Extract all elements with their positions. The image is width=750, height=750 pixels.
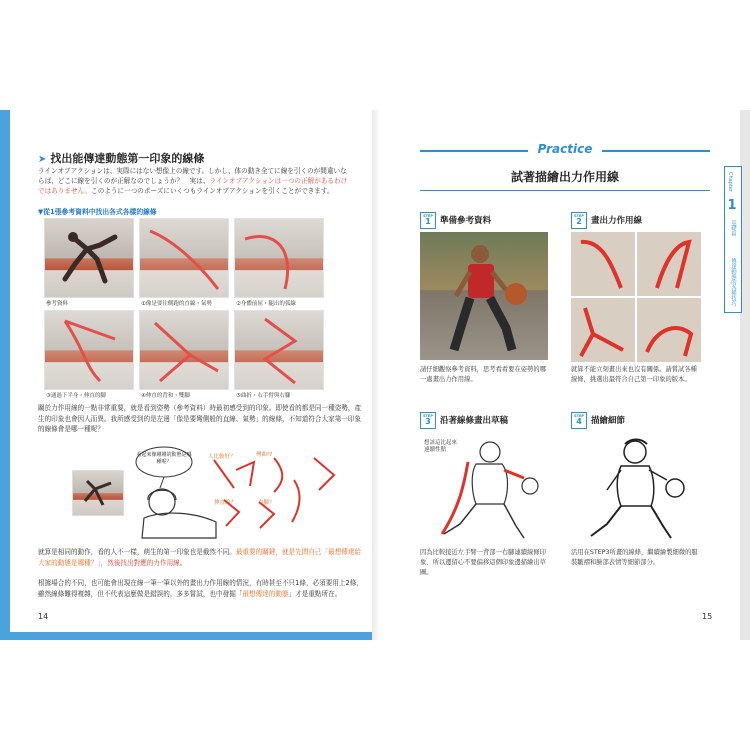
- hand-note-2: 彎曲!?: [256, 452, 273, 458]
- chapter-number: 1: [727, 198, 737, 213]
- step-2-variant-3: [571, 298, 635, 362]
- hand-note-4: 直腳？: [258, 500, 275, 506]
- step-4-text: 活用在STEP3所畫的線條，繼續繪製細微的服裝皺褶和臉部表情等細節部分。: [571, 549, 698, 566]
- step-3-badge: [420, 412, 436, 429]
- section-heading-text: 找出能傳達動態第一印象的線條: [50, 152, 205, 165]
- step-2-number: 2: [576, 217, 582, 226]
- step-4-title: 描繪細節: [591, 416, 626, 426]
- caption-reference: 參考資料: [46, 301, 69, 307]
- japanese-intro: [38, 166, 364, 196]
- para-3-text: 根據場合的不同，也可能會出現在線一筆一筆以外的畫出力作用線的情況，有時甚至不只1條，必須要用上2條，雖然線條難得複雜，但不代表這麼做是錯誤的，多多嘗試，也中發掘「: [38, 579, 363, 598]
- para-2-text: 就算是相同的動作，看的人不一樣，萌生的第一印象也是截然不同。: [38, 548, 236, 556]
- action-line-2-icon: [235, 219, 323, 297]
- action-line-a-icon: [571, 232, 635, 296]
- para-3-end: 」才是重點所在。: [288, 589, 342, 598]
- runner-figure-icon: [45, 219, 133, 297]
- step-word: STEP: [574, 414, 584, 418]
- hand-note-1: 人比較好？: [208, 454, 236, 460]
- step-4-badge: [571, 412, 587, 429]
- step-2-text: 就算不能立刻畫出來也沒有關係。請嘗試各種線條，挑選出最符合自己第一印象的版本。: [571, 366, 697, 383]
- hand-note-3: 伸直的？: [214, 500, 237, 506]
- step-2-variant-4: [637, 298, 701, 362]
- step-3-text: 因為比較接近左手臂一背部一右腳連續線條印象，所以邊留心不要偏移這個印象邊描繪出草圖。: [420, 549, 546, 576]
- caption-1: ①像是要往側跑的直線・氣勢: [141, 301, 212, 307]
- caption-2: ②身體前屈・腿出的弧線: [236, 301, 296, 307]
- step-2-variant-2: [637, 232, 701, 296]
- chapter-label: Chapter: [727, 172, 733, 192]
- step-1-badge: [420, 212, 436, 229]
- step-1-title: 準備參考資料: [440, 216, 492, 226]
- step-2-title: 畫出力作用線: [591, 216, 643, 226]
- left-page-edge-band: [0, 110, 10, 640]
- chapter-name: 基礎篇: [730, 220, 736, 237]
- thought-bubble-text: 看起來像剛剛的動態是哪種呢？: [136, 452, 192, 465]
- left-page-bottom-band: [0, 632, 376, 640]
- action-line-d-icon: [637, 298, 701, 362]
- step-1-photo: [420, 232, 548, 360]
- practice-title: 試著描繪出力作用線: [510, 170, 619, 184]
- caption-3: ③通過下半身・伸直的腳: [46, 393, 106, 399]
- variant-photo-1: [139, 218, 229, 298]
- page-number-left: 14: [38, 612, 49, 621]
- section-heading: [38, 150, 204, 166]
- action-line-c-icon: [571, 298, 635, 362]
- step-1-number: 1: [425, 217, 431, 226]
- step-2-variant-1: [571, 232, 635, 296]
- book-gutter: [372, 110, 380, 640]
- para-3-highlight: 最想傳達的動態: [242, 589, 289, 598]
- reference-photo-small: [72, 470, 124, 516]
- step-4-header: [571, 412, 625, 429]
- step-3-number: 3: [425, 417, 431, 426]
- jp-line-1: ラインオブアクションは、実際にはない想像上の線です。しかし、体の動き全てに線を引くのが間違いな: [38, 167, 347, 175]
- step-word: STEP: [574, 214, 584, 218]
- step-word: STEP: [423, 214, 433, 218]
- basketball-player-icon: [420, 232, 548, 360]
- reference-photo-runner: [44, 218, 134, 298]
- variant-photo-3: [44, 310, 134, 390]
- step-1-header: [420, 212, 491, 229]
- step-2-header: [571, 212, 642, 229]
- practice-rule-bottom: [420, 190, 710, 191]
- practice-label: Practice: [528, 142, 602, 158]
- caption-5: ⑤曲折・右手臂與右腳: [236, 393, 291, 399]
- figure-subheading: ▼從1張參考資料中找出各式各樣的線條: [38, 208, 157, 216]
- variant-photo-2: [234, 218, 324, 298]
- action-line-1-icon: [140, 219, 228, 297]
- action-line-4-icon: [140, 311, 228, 389]
- paragraph-multiple-lines: [38, 578, 364, 599]
- variant-photo-5: [234, 310, 324, 390]
- paragraph-key-point: [38, 547, 364, 568]
- variant-photo-4: [139, 310, 229, 390]
- caption-4: ④伸直的背和・雙腳: [141, 393, 190, 399]
- step-3-title: 沿著線條畫出草稿: [440, 416, 509, 426]
- action-line-5-icon: [235, 311, 323, 389]
- chapter-subtitle: 傳達動態的各種技巧: [730, 258, 736, 307]
- step-4-number: 4: [576, 417, 582, 426]
- para-2-highlight: 最重要的關鍵，就是先問自己「最想傳達給大家的動態是哪種？」: [38, 548, 362, 567]
- jp-line-2a: らば、どこに線を引くのが正解なのでしょうか？ 実は、: [38, 177, 210, 185]
- step-2-badge: [571, 212, 587, 229]
- step-word: STEP: [423, 414, 433, 418]
- step-1-text: 請仔細觀察參考資料，思考看看要在姿勢的哪一處畫出力作用線。: [420, 366, 546, 383]
- step-4-detailed-drawing: [571, 434, 701, 544]
- jp-line-3b: このように一つのポーズにいくつもラインオブアクションを引くことができます。: [91, 187, 334, 195]
- action-line-3-icon: [45, 311, 133, 389]
- para-2-highlight-2: ，然後找出對應的力作用線: [100, 558, 180, 567]
- runner-small-icon: [73, 471, 123, 515]
- page-number-right: 15: [702, 612, 713, 621]
- paragraph-first-impression: 關於力作用線的一點非常重要，就是看到姿勢（參考資料）時最初感受到的印象。即使看的都是同一種姿勢，產生的印象也會因人而異。我所感受到的是左邊「像是要彎側般的直線、氣勢」的線條，不知道符合大家第一印象的線條會是哪一種呢？: [38, 404, 362, 433]
- sketch-handwritten-note: 想該這比起來連續性點: [424, 440, 458, 453]
- action-line-b-icon: [637, 232, 701, 296]
- jp-line-2b-highlight: ラインオブアクションは一つの正解があるわけ: [209, 177, 348, 185]
- double-chevron-icon: ➤: [38, 154, 47, 165]
- jp-line-3a-highlight: ではありません。: [38, 187, 92, 195]
- para-2-end: 。: [179, 558, 187, 567]
- step-3-header: [420, 412, 508, 429]
